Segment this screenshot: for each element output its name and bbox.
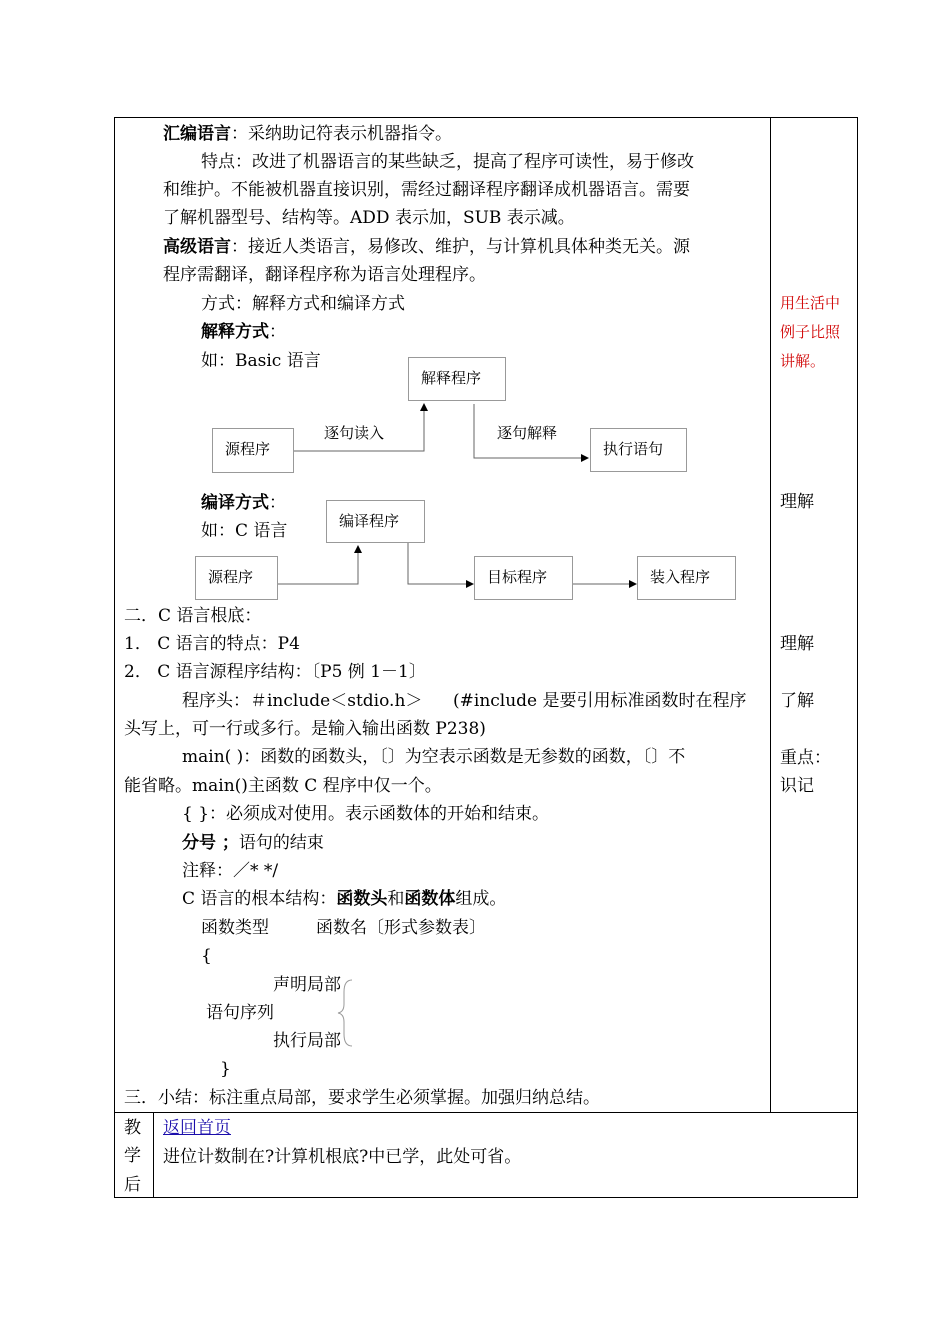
open-brace: { [201, 946, 212, 966]
box-interpreter: 解释程序 [408, 357, 506, 401]
note-understand-1: 理解 [780, 492, 814, 512]
program-header-line-1b: (#include 是要引用标准函数时在程序 [453, 691, 747, 711]
program-header-line-2: 头写上，可一行或多行。是输入输出函数 P238) [124, 719, 486, 739]
note-example-line-3: 讲解。 [780, 352, 826, 370]
decl-part: 声明局部 [273, 975, 341, 995]
assembly-desc: ：采纳助记符表示机器指令。 [231, 124, 452, 144]
exec-part: 执行局部 [273, 1031, 341, 1051]
comment-line: 注释：／* */ [182, 861, 279, 881]
footer-label-3: 后 [124, 1175, 141, 1195]
box-exec-statement: 执行语句 [590, 428, 687, 472]
assembly-feature-line-2: 和维护。不能被机器直接识别，需经过翻译程序翻译成机器语言。需要 [163, 180, 690, 200]
program-header-line-1a: 程序头：＃include＜stdio.h＞ [182, 691, 423, 711]
structure-func-head: 函数头 [336, 889, 388, 909]
note-know: 了解 [780, 691, 814, 711]
structure-line [182, 885, 506, 913]
box-load-program: 装入程序 [637, 556, 736, 600]
section2-item2: 2． C 语言源程序结构：〔P5 例 1－1〕 [124, 662, 426, 682]
highlevel-line-2: 程序需翻译，翻译程序称为语言处理程序。 [163, 265, 486, 285]
compile-colon: ： [269, 493, 286, 513]
braces-line: { }：必须成对使用。表示函数体的开始和结束。 [182, 804, 550, 824]
structure-func-body: 函数体 [404, 889, 456, 909]
compile-heading: 编译方式 [201, 493, 269, 513]
box-target-program: 目标程序 [474, 556, 573, 600]
main-line-2: 能省略。main()主函数 C 程序中仅一个。 [124, 776, 442, 796]
label-read-by-sentence: 逐句读入 [324, 424, 385, 442]
semicolon-bold: 分号 ； [182, 833, 239, 853]
label-explain-by-sentence: 逐句解释 [497, 424, 558, 442]
semicolon-line [182, 829, 324, 857]
note-key-line-2: 识记 [780, 776, 814, 796]
note-example-line-1: 用生活中 [780, 294, 841, 312]
section2-item1: 1． C 语言的特点：P4 [124, 634, 300, 654]
stmt-seq: 语句序列 [206, 1003, 274, 1023]
highlevel-desc-1: ：接近人类语言，易修改、维护，与计算机具体种类无关。源 [231, 237, 690, 257]
main-line-1: main( )：函数的函数头，〔〕为空表示函数是无参数的函数，〔〕不 [182, 747, 686, 767]
assembly-feature-line-3: 了解机器型号、结构等。ADD 表示加，SUB 表示减。 [163, 208, 575, 228]
structure-end: 组成。 [455, 889, 507, 909]
assembly-heading: 汇编语言 [163, 124, 231, 144]
close-brace: } [220, 1059, 231, 1079]
interpret-example: 如：Basic 语言 [201, 351, 321, 371]
func-type: 函数类型 [201, 918, 269, 938]
section2-title: 二．C 语言根底： [124, 606, 262, 626]
section3-summary: 三．小结：标注重点局部，要求学生必须掌握。加强归纳总结。 [124, 1088, 600, 1108]
footer-label-1: 教 [124, 1118, 141, 1138]
note-understand-2: 理解 [780, 634, 814, 654]
semicolon-rest: 语句的结束 [238, 833, 324, 853]
highlevel-modes: 方式：解释方式和编译方式 [201, 294, 405, 314]
highlevel-heading: 高级语言 [163, 237, 231, 257]
func-name: 函数名〔形式参数表〕 [316, 918, 486, 938]
structure-a: C 语言的根本结构： [182, 889, 337, 909]
box-interpret-source: 源程序 [212, 428, 294, 473]
compile-heading-line [201, 489, 286, 517]
note-example-line-2: 例子比照 [780, 323, 841, 341]
note-key-line-1: 重点： [780, 748, 831, 768]
footer-label-2: 学 [124, 1146, 141, 1166]
assembly-feature-line-1: 特点：改进了机器语言的某些缺乏，提高了程序可读性，易于修改 [201, 152, 694, 172]
interpret-heading: 解释方式 [201, 322, 269, 342]
compile-example: 如：C 语言 [201, 521, 288, 541]
interpret-colon: ： [269, 322, 286, 342]
box-compile-source: 源程序 [195, 556, 278, 600]
structure-and: 和 [387, 889, 405, 909]
box-compiler: 编译程序 [326, 500, 425, 543]
back-home-link[interactable]: 返回首页 [163, 1118, 231, 1138]
footer-text: 进位计数制在?计算机根底?中已学，此处可省。 [163, 1147, 522, 1167]
